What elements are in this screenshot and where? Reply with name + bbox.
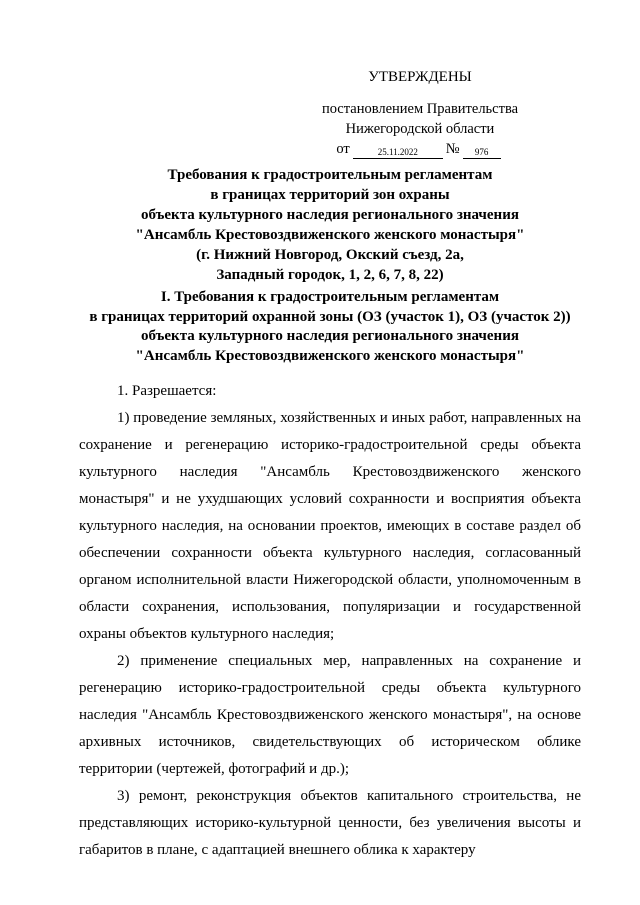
approval-line-1: постановлением Правительства [321,101,519,117]
decree-date-number [300,139,540,159]
decree-date: 25.11.2022 [353,146,443,159]
clause-item-3: 3) ремонт, реконструкция объектов капитального строительства, не представляющих историко-культурной ценности, без увеличения высоты и габаритов в плане, с адаптацией внешнего облика к характеру [79,788,581,858]
section-heading-line: I. Требования к градостроительным регламентам [160,289,500,305]
approval-block [300,66,540,159]
number-sign: № [445,141,460,157]
section-heading [60,288,600,366]
clause-item-1: 1) проведение земляных, хозяйственных и иных работ, направленных на сохранение и регенерацию историко-градостроительной среды объекта культурного наследия "Ансамбль Крестовоздвиженского женского монастыря" и не ухудшающих условий сохранности и восприятия объекта культурного наследия, на основании проектов, имеющих в составе раздел об обеспечении сохранности объекта культурного наследия, согласованный органом исполнительной власти Нижегородской области, уполномоченным в области сохранения, использования, популяризации и государственной охраны объектов культурного наследия; [79,410,581,642]
title-line: в границах территорий зон охраны [210,187,450,203]
section-heading-line: объекта культурного наследия регионального значения [141,328,519,344]
title-line: Западный городок, 1, 2, 6, 7, 8, 22) [216,267,444,283]
decree-number: 976 [463,146,501,159]
approval-line-2: Нижегородской области [345,121,495,137]
date-prefix: от [336,141,350,157]
clause-heading: 1. Разрешается: [117,383,217,399]
title-line: (г. Нижний Новгород, Окский съезд, 2а, [196,247,464,263]
section-heading-line: "Ансамбль Крестовоздвиженского женского монастыря" [135,347,525,364]
clause-item-2: 2) применение специальных мер, направленных на сохранение и регенерацию историко-градостроительной среды объекта культурного наследия "Ансамбль Крестовоздвиженского женского монастыря", на основе архивных источников, свидетельствующих об историческом облике территории (чертежей, фотографий и др.); [79,653,581,777]
title-line: объекта культурного наследия регионального значения [141,207,519,223]
title-line: "Ансамбль Крестовоздвиженского женского монастыря" [135,227,525,243]
title-line: Требования к градостроительным регламентам [167,167,493,183]
body-text [79,378,581,864]
document-title [80,165,580,285]
section-heading-line: в границах территорий охранной зоны (ОЗ (участок 1), ОЗ (участок 2)) [89,308,571,325]
approval-heading: УТВЕРЖДЕНЫ [368,69,472,85]
